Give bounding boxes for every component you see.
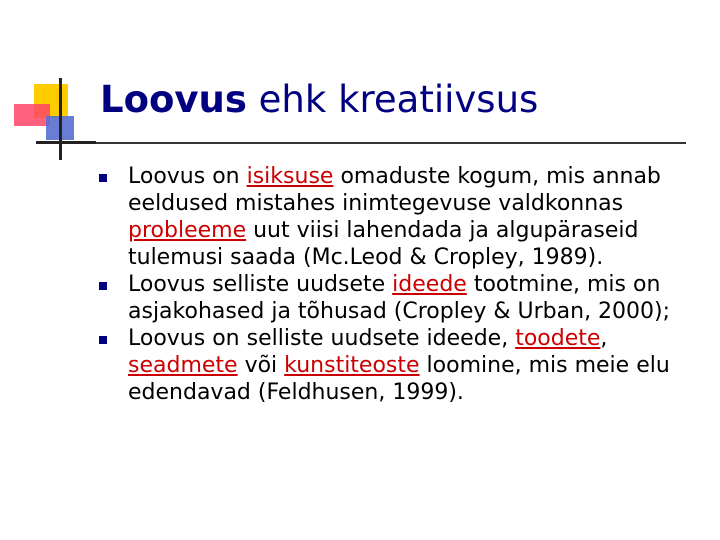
bullet-1-text-b: omaduste kogum, mis annab eeldused mistahes inimtegevuse valdkonnas bbox=[128, 164, 661, 216]
bullet-3-text-b: , bbox=[600, 326, 608, 351]
bullet-3-text-d: loomine, mis meie elu edendavad (Feldhusen, 1999). bbox=[128, 353, 670, 405]
link-kunstiteoste[interactable]: kunstiteoste bbox=[284, 353, 420, 378]
bullet-1-text-c: uut viisi lahendada ja algupäraseid tulemusi saada (Mc.Leod & Cropley, 1989). bbox=[128, 218, 639, 270]
square-bullet-icon bbox=[99, 336, 107, 344]
square-bullet-icon bbox=[99, 282, 107, 290]
link-toodete[interactable]: toodete bbox=[515, 326, 601, 351]
slide-logo-icon bbox=[0, 0, 100, 170]
logo-horizontal-line bbox=[36, 141, 96, 144]
bullet-list bbox=[98, 163, 698, 406]
logo-red-square bbox=[14, 104, 50, 126]
bullet-item-2 bbox=[98, 271, 698, 325]
title-rest: ehk kreatiivsus bbox=[246, 78, 539, 121]
bullet-3-text-a: Loovus on selliste uudsete ideede, bbox=[128, 326, 516, 351]
bullet-1-text-a: Loovus on bbox=[128, 164, 247, 189]
title-strong: Loovus bbox=[100, 78, 247, 121]
bullet-2-text-b: tootmine, mis on asjakohased ja tõhusad (Cropley & Urban, 2000); bbox=[128, 272, 671, 324]
logo-vertical-line bbox=[59, 78, 62, 160]
link-probleeme[interactable]: probleeme bbox=[128, 218, 247, 243]
bullet-item-1 bbox=[98, 163, 698, 271]
bullet-3-text-c: või bbox=[237, 353, 285, 378]
link-seadmete[interactable]: seadmete bbox=[128, 353, 238, 378]
bullet-item-3 bbox=[98, 325, 698, 406]
slide-title bbox=[100, 78, 538, 121]
bullet-2-text-a: Loovus selliste uudsete bbox=[128, 272, 393, 297]
link-isiksuse[interactable]: isiksuse bbox=[246, 164, 334, 189]
title-underline-divider bbox=[96, 142, 686, 144]
link-ideede[interactable]: ideede bbox=[392, 272, 467, 297]
square-bullet-icon bbox=[99, 174, 107, 182]
